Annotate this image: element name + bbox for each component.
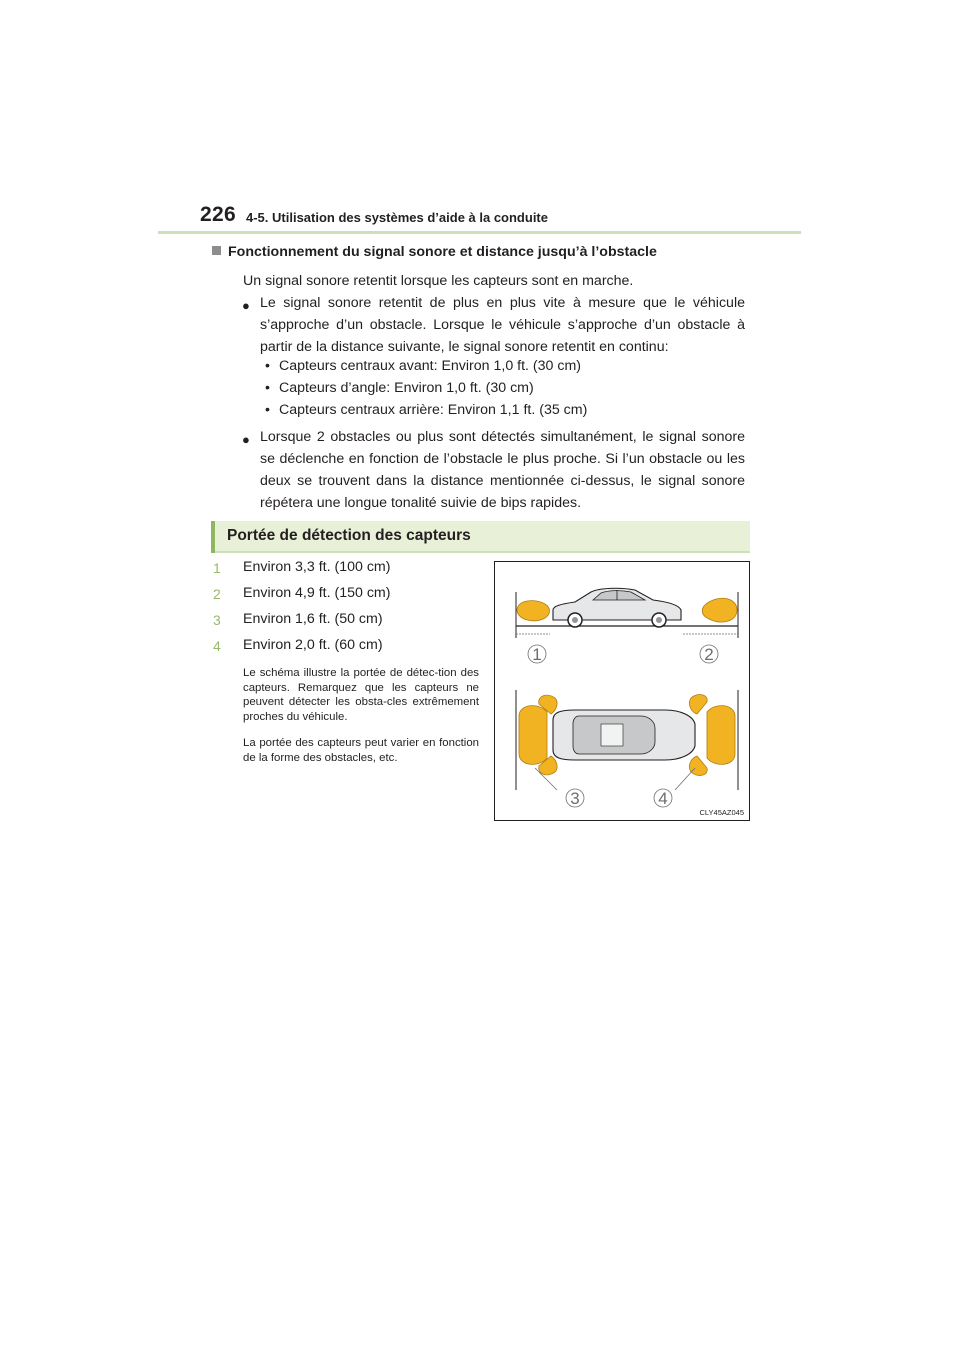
dot-icon: • xyxy=(265,380,270,396)
section-heading-bar xyxy=(211,521,750,553)
car-top-view xyxy=(553,710,695,760)
text-line: répétera une longue tonalité suivie de bips rapides. xyxy=(260,495,582,511)
text-line: Le signal sonore retentit de plus en plus vite à mesure que le véhicule xyxy=(260,295,745,311)
rear-sensor-zones-top xyxy=(519,695,557,775)
figure-code: CLY45AZ045 xyxy=(699,808,744,817)
note-text: La portée des capteurs peut varier en fonction de la forme des obstacles, etc. xyxy=(243,737,479,764)
intro-text: Un signal sonore retentit lorsque les capteurs sont en marche. xyxy=(243,273,634,289)
dot-icon: • xyxy=(265,358,270,374)
callout-1: 1 xyxy=(532,645,542,664)
callout-4: 4 xyxy=(658,789,668,808)
distance-text: Capteurs centraux arrière: Environ 1,1 ft. (35 cm) xyxy=(279,402,588,418)
text-line: se déclenche en fonction de l’obstacle le plus proche. Si l’un obstacle ou les xyxy=(260,451,745,467)
text-line: Lorsque 2 obstacles ou plus sont détectés simultanément, le signal sonore xyxy=(260,429,745,445)
running-header: 4-5. Utilisation des systèmes d’aide à la conduite xyxy=(246,210,548,225)
dot-icon: • xyxy=(265,402,270,418)
bullet-paragraph-1 xyxy=(260,292,745,358)
item-number: 1 xyxy=(213,560,221,576)
bullet-icon: ● xyxy=(242,298,250,313)
section-accent xyxy=(211,521,215,553)
sensor-diagram xyxy=(495,562,751,822)
sensor-range-figure xyxy=(494,561,750,821)
callout-3: 3 xyxy=(570,789,580,808)
section-heading: Portée de détection des capteurs xyxy=(227,527,471,544)
text-line: s’approche d’un obstacle. Lorsque le véhicule s’approche d’un obstacle à xyxy=(260,317,745,333)
header-divider xyxy=(158,231,801,234)
rear-sensor-zone xyxy=(517,601,550,621)
front-sensor-zones-top xyxy=(689,695,735,776)
front-sensor-zone xyxy=(702,598,737,622)
subsection-heading-text: Fonctionnement du signal sonore et distance jusqu’à l’obstacle xyxy=(228,244,657,260)
item-number: 2 xyxy=(213,586,221,602)
subsection-heading xyxy=(212,244,657,260)
car-side-view xyxy=(553,588,681,627)
distance-item xyxy=(265,358,581,374)
bullet-paragraph-2 xyxy=(260,426,745,514)
bullet-icon: ● xyxy=(242,432,250,447)
distance-item xyxy=(265,380,534,396)
distance-text: Capteurs centraux avant: Environ 1,0 ft. (30 cm) xyxy=(279,358,582,374)
range-item: Environ 2,0 ft. (60 cm) xyxy=(243,637,383,653)
dimension-line-4 xyxy=(675,768,695,790)
distance-text: Capteurs d’angle: Environ 1,0 ft. (30 cm) xyxy=(279,380,534,396)
callout-2: 2 xyxy=(704,645,714,664)
range-item: Environ 4,9 ft. (150 cm) xyxy=(243,585,391,601)
range-item: Environ 1,6 ft. (50 cm) xyxy=(243,611,383,627)
item-number: 3 xyxy=(213,612,221,628)
item-number: 4 xyxy=(213,638,221,654)
range-item: Environ 3,3 ft. (100 cm) xyxy=(243,559,391,575)
note-text: Le schéma illustre la portée de détec-tion des capteurs. Remarquez que les capteurs ne peuvent détecter les obsta-cles extrêmement proches du véhicule. xyxy=(243,667,479,723)
page-number: 226 xyxy=(200,203,236,226)
square-bullet-icon xyxy=(212,246,221,255)
distance-item xyxy=(265,402,587,418)
text-line: deux se trouvent dans la distance mentionnée ci-dessus, le signal sonore xyxy=(260,473,745,489)
text-line: partir de la distance suivante, le signal sonore retentit en continu: xyxy=(260,339,669,355)
